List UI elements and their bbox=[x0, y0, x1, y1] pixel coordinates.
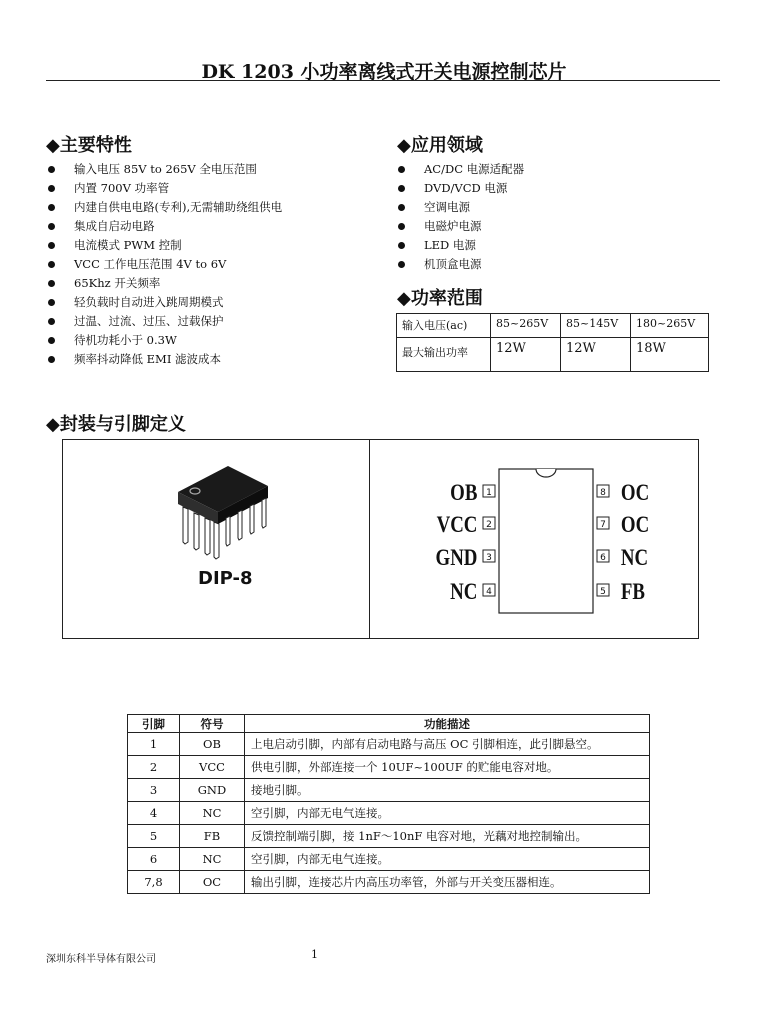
title-rule bbox=[46, 80, 720, 81]
table-row bbox=[128, 848, 650, 871]
pin-8-number: 8 bbox=[600, 488, 606, 498]
pin-description-cell: 空引脚，内部无电气连接。 bbox=[245, 848, 650, 871]
power-cell: 18W bbox=[631, 338, 709, 372]
pin-table-header bbox=[128, 715, 650, 733]
feature-item: 电流模式 PWM 控制 bbox=[46, 236, 282, 255]
footer-page-number: 1 bbox=[311, 948, 318, 961]
pin-symbol-cell: GND bbox=[180, 779, 245, 802]
pin-3-name: GND bbox=[435, 544, 478, 571]
power-cell: 85~265V bbox=[491, 314, 561, 338]
pin-symbol-cell: FB bbox=[180, 825, 245, 848]
feature-item: 集成自启动电路 bbox=[46, 217, 282, 236]
features-list bbox=[46, 160, 282, 369]
table-row bbox=[128, 733, 650, 756]
pin-1-name: OB bbox=[450, 479, 478, 506]
table-row bbox=[128, 779, 650, 802]
feature-item: 待机功耗小于 0.3W bbox=[46, 331, 282, 350]
pin-number-cell: 1 bbox=[128, 733, 180, 756]
table-row bbox=[128, 756, 650, 779]
feature-item: 内置 700V 功率管 bbox=[46, 179, 282, 198]
pinout-diagram bbox=[370, 440, 699, 638]
applications-list bbox=[396, 160, 524, 274]
pin-4-number: 4 bbox=[486, 587, 492, 597]
applications-heading: ◆应用领域 bbox=[397, 135, 483, 156]
application-item: 空调电源 bbox=[396, 198, 524, 217]
pin-7-name: OC bbox=[620, 511, 650, 538]
power-range-table bbox=[396, 313, 709, 372]
application-item: DVD/VCD 电源 bbox=[396, 179, 524, 198]
feature-item: 过温、过流、过压、过载保护 bbox=[46, 312, 282, 331]
features-heading: ◆主要特性 bbox=[46, 135, 132, 156]
power-cell: 12W bbox=[491, 338, 561, 372]
pin-symbol-cell: NC bbox=[180, 848, 245, 871]
pin-6-number: 6 bbox=[600, 553, 606, 563]
pin-number-cell: 5 bbox=[128, 825, 180, 848]
pin-description-cell: 空引脚，内部无电气连接。 bbox=[245, 802, 650, 825]
pin-2-number: 2 bbox=[486, 520, 492, 530]
pin-8-name: OC bbox=[620, 479, 650, 506]
power-row-input bbox=[397, 314, 709, 338]
application-item: 电磁炉电源 bbox=[396, 217, 524, 236]
power-cell: 85~145V bbox=[561, 314, 631, 338]
footer-company: 深圳东科半导体有限公司 bbox=[46, 954, 156, 965]
feature-item: 轻负载时自动进入跳周期模式 bbox=[46, 293, 282, 312]
pin-description-cell: 上电启动引脚，内部有启动电路与高压 OC 引脚相连，此引脚悬空。 bbox=[245, 733, 650, 756]
pin-7-number: 7 bbox=[600, 520, 606, 530]
feature-item: 65Khz 开关频率 bbox=[46, 274, 282, 293]
power-cell: 12W bbox=[561, 338, 631, 372]
table-row bbox=[128, 802, 650, 825]
pin-3-number: 3 bbox=[486, 553, 492, 563]
application-item: AC/DC 电源适配器 bbox=[396, 160, 524, 179]
power-cell: 180~265V bbox=[631, 314, 709, 338]
package-box bbox=[62, 439, 699, 639]
pin-symbol-cell: OB bbox=[180, 733, 245, 756]
pin-description-cell: 输出引脚，连接芯片内高压功率管，外部与开关变压器相连。 bbox=[245, 871, 650, 894]
table-row bbox=[128, 825, 650, 848]
pin-4-name: NC bbox=[450, 578, 478, 605]
application-item: 机顶盒电源 bbox=[396, 255, 524, 274]
table-row bbox=[128, 871, 650, 894]
package-heading: ◆封装与引脚定义 bbox=[46, 414, 186, 435]
pin-1-number: 1 bbox=[486, 488, 492, 498]
pin-2-name: VCC bbox=[436, 511, 478, 538]
pin-symbol-cell: OC bbox=[180, 871, 245, 894]
pin-description-cell: 接地引脚。 bbox=[245, 779, 650, 802]
pin-number-cell: 4 bbox=[128, 802, 180, 825]
feature-item: 内建自供电电路(专利),无需辅助绕组供电 bbox=[46, 198, 282, 217]
column-header: 符号 bbox=[180, 715, 245, 733]
pin-6-name: NC bbox=[620, 544, 649, 571]
power-range-heading: ◆功率范围 bbox=[397, 288, 483, 309]
feature-item: 输入电压 85V to 265V 全电压范围 bbox=[46, 160, 282, 179]
pin-description-cell: 反馈控制端引脚，接 1nF～10nF 电容对地，光藕对地控制输出。 bbox=[245, 825, 650, 848]
pin-number-cell: 7,8 bbox=[128, 871, 180, 894]
doc-title: DK 1203 小功率离线式开关电源控制芯片 bbox=[201, 61, 567, 83]
power-row-output bbox=[397, 338, 709, 372]
dip8-label: DIP-8 bbox=[198, 568, 253, 589]
column-header: 引脚 bbox=[128, 715, 180, 733]
power-cell: 最大输出功率 bbox=[397, 338, 491, 372]
pin-5-number: 5 bbox=[600, 587, 606, 597]
feature-item: 频率抖动降低 EMI 滤波成本 bbox=[46, 350, 282, 369]
power-cell: 输入电压(ac) bbox=[397, 314, 491, 338]
pin-5-name: FB bbox=[620, 578, 646, 605]
pin-number-cell: 3 bbox=[128, 779, 180, 802]
pin-number-cell: 2 bbox=[128, 756, 180, 779]
application-item: LED 电源 bbox=[396, 236, 524, 255]
pin-description-cell: 供电引脚，外部连接一个 10UF~100UF 的贮能电容对地。 bbox=[245, 756, 650, 779]
pin-symbol-cell: NC bbox=[180, 802, 245, 825]
feature-item: VCC 工作电压范围 4V to 6V bbox=[46, 255, 282, 274]
pin-symbol-cell: VCC bbox=[180, 756, 245, 779]
dip8-chip-illustration bbox=[168, 462, 278, 567]
column-header: 功能描述 bbox=[245, 715, 650, 733]
pin-definition-table bbox=[127, 714, 650, 894]
pin-number-cell: 6 bbox=[128, 848, 180, 871]
